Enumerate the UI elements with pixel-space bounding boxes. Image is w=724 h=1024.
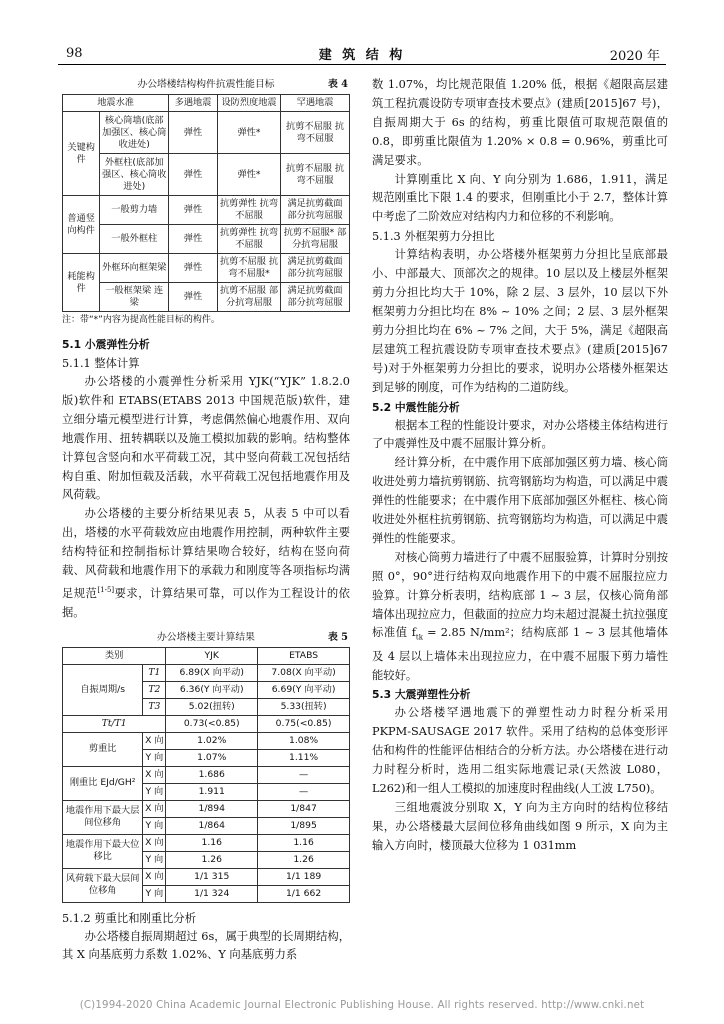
table4-title: 办公塔楼结构构件抗震性能目标 [137, 79, 275, 90]
member-cell: 核心筒墙(底部加强区、核心筒收进处) [100, 112, 169, 154]
table4-caption [62, 76, 350, 94]
table5-number: 表 5 [327, 631, 348, 643]
etabs-cell: 1/1 189 [258, 868, 350, 885]
frequent-cell: 弹性 [169, 112, 218, 154]
direction-cell: X 向 [143, 834, 166, 851]
direction-cell: Y 向 [143, 851, 166, 868]
table5-title: 办公塔楼主要计算结果 [157, 631, 255, 643]
yjk-cell: 0.73(<0.85) [166, 715, 258, 732]
subsection-heading: 5.1.3 外框架剪力分担比 [372, 230, 495, 244]
direction-cell: X 向 [143, 800, 166, 817]
paragraph: 数 1.07%，均比规范限值 1.20% 低，根据《超限高层建筑工程抗震设防专项审查技术要点》(建质[2015]67 号)，自振周期大于 6s 的结构，剪重比限值可取规范限值的 0.8，即剪重比限值为 1.20% × 0.8 = 0.96%，剪重比可满足要求。 [372, 78, 668, 167]
table-row [63, 766, 350, 783]
paragraph: 计算结构表明，办公塔楼外框架剪力分担比呈底部最小、中部最大、顶部次之的规律。10 层以及上楼层外框架剪力分担比均大于 10%，除 2 层、3 层外，10 层以下外框架剪力分担比均在 8% ~ 10% 之间；2 层、3 层外框架剪力分担比均在 6% ~ 7% 之间，大于 5%，满足《超限高层建筑工程抗震设防专项审查技术要点》(建质[2015]67 号)对于外框架剪力分担比的要求，说明办公塔楼外框架达到足够的刚度，可作为结构的二道防线。 [372, 248, 668, 394]
publication-year: 2020 年 [609, 49, 660, 64]
period-symbol: T1 [143, 664, 166, 681]
direction-cell: Y 向 [143, 885, 166, 902]
paragraph: 经计算分析，在中震作用下底部加强区剪力墙、核心筒收进处剪力墙抗剪钢筋、抗弯钢筋均为构造，可以满足中震弹性的性能要求；在中震作用下底部加强区外框柱、核心筒收进处外框柱抗剪钢筋、抗弯钢筋均为构造，可以满足中震弹性的性能要求。 [372, 456, 668, 545]
table-row [63, 732, 350, 749]
etabs-cell: — [258, 766, 350, 783]
right-column [372, 76, 668, 856]
yjk-cell: 1.02% [166, 732, 258, 749]
design-cell: 抗剪不屈服 部分抗弯屈服 [217, 283, 280, 312]
paragraph: 办公塔楼的小震弹性分析采用 YJK(“YJK” 1.8.2.0 版)软件和 ETABS(ETABS 2013 中国规范版)软件，建立细分墙元模型进行计算，考虑偶然偏心地震作用、双向地震作用、扭转耦联以及施工模拟加载的影响。结构整体计算包含竖向和水平荷载工况，其中竖向荷载工况包括结构自重、附加恒载及活载，水平荷载工况包括地震作用及风荷载。 [62, 375, 350, 502]
table4-note: 注：带“*”内容为提高性能目标的构件。 [62, 315, 220, 325]
table4 [62, 94, 350, 312]
section-heading: 5.3 大震弹塑性分析 [372, 688, 471, 702]
member-cell: 外框环向框架梁 [100, 254, 169, 283]
group-label: 普通竖向构件 [63, 196, 100, 254]
frequent-cell: 弹性 [169, 283, 218, 312]
subsection-heading: 5.1.1 整体计算 [62, 357, 140, 370]
metric-label: 地震作用下最大层间位移角 [63, 800, 143, 834]
metric-label: 地震作用下最大位移比 [63, 834, 143, 868]
design-cell: 弹性* [217, 112, 280, 154]
direction-cell: X 向 [143, 732, 166, 749]
yjk-cell: 1/894 [166, 800, 258, 817]
design-cell: 抗剪弹性 抗弯不屈服 [217, 196, 280, 225]
table-row [63, 868, 350, 885]
page-header [58, 42, 666, 64]
design-cell: 弹性* [217, 154, 280, 196]
citation: [1-5] [97, 585, 115, 594]
group-label: 关键构件 [63, 112, 100, 196]
table4-header: 多遇地震 [169, 95, 218, 112]
member-cell: 一般剪力墙 [100, 196, 169, 225]
yjk-cell: 1.26 [166, 851, 258, 868]
etabs-cell: 1.16 [258, 834, 350, 851]
direction-cell: Y 向 [143, 817, 166, 834]
table5-header: YJK [166, 647, 258, 664]
paragraph-text: 对核心筒剪力墙进行了中震不屈服验算，计算时分别按照 0°，90°进行结构双向地震作用下的中震不屈服拉应力验算。计算分析表明，结构底部 1 ~ 3 层，仅核心筒角部墙体出现拉应力，但截面的拉应力均未超过混凝土抗拉强度标准值 f [372, 550, 668, 640]
page-number: 98 [66, 46, 83, 61]
header-rule [58, 64, 666, 65]
paragraph: 根据本工程的性能设计要求，对办公塔楼主体结构进行了中震弹性及中震不屈服计算分析。 [372, 418, 668, 451]
period-symbol: T2 [143, 681, 166, 698]
group-label: 耗能构件 [63, 254, 100, 312]
section-heading: 5.1 小震弹性分析 [62, 338, 150, 351]
etabs-cell: 1.08% [258, 732, 350, 749]
table-row [63, 196, 350, 225]
period-symbol: T3 [143, 698, 166, 715]
paragraph: 办公塔楼罕遇地震下的弹塑性动力时程分析采用 PKPM-SAUSAGE 2017 软件。采用了结构的总体变形评估和构件的性能评估相结合的分析方法。办公塔楼在进行动力时程分析时，选用二组实际地震记录(天然波 L080，L262)和一组人工模拟的加速度时程曲线(人工波 L750)。 [372, 706, 668, 796]
member-cell: 一般框架梁 连梁 [100, 283, 169, 312]
direction-cell: X 向 [143, 868, 166, 885]
yjk-cell: 1.686 [166, 766, 258, 783]
frequent-cell: 弹性 [169, 225, 218, 254]
paragraph-text: 要求，计算结果可靠，可以作为工程设计的依据。 [62, 586, 350, 619]
table4-header: 设防烈度地震 [217, 95, 280, 112]
paragraph-text: = 2.85 N/mm²；结构底部 1 ~ 3 层其他墙体及 4 层以上墙体未出现拉应力，在中震不屈服下剪力墙性能较好。 [372, 626, 668, 682]
table5-header: 类别 [63, 647, 166, 664]
table-row [63, 715, 350, 732]
yjk-cell: 5.02(扭转) [166, 698, 258, 715]
yjk-cell: 1/1 324 [166, 885, 258, 902]
table4-number: 表 4 [327, 79, 348, 90]
paragraph: 办公塔楼自振周期超过 6s，属于典型的长周期结构，其 X 向基底剪力系数 1.02%、Y 向基底剪力系 [62, 929, 350, 962]
metric-label: 风荷载下最大层间位移角 [63, 868, 143, 902]
paragraph [372, 549, 668, 686]
copyright-footer: (C)1994-2020 China Academic Journal Electronic Publishing House. All rights reserved. http://www.cnki.net [79, 1000, 645, 1011]
member-cell: 外框柱(底部加强区、核心筒收进处) [100, 154, 169, 196]
table5-header: ETABS [258, 647, 350, 664]
paragraph-text: 办公塔楼的主要分析结果见表 5，从表 5 中可以看出，塔楼的水平荷载效应由地震作用控制，两种软件主要结构特征和控制指标计算结果吻合较好，结构在竖向荷载、风荷载和地震作用下的承载力和刚度等各项指标均满足规范 [62, 507, 350, 600]
table5 [62, 647, 350, 903]
etabs-cell: 5.33(扭转) [258, 698, 350, 715]
frequent-cell: 弹性 [169, 154, 218, 196]
rare-cell: 满足抗剪截面 部分抗弯屈服 [281, 196, 350, 225]
member-cell: 一般外框柱 [100, 225, 169, 254]
ratio-label: Tt/T1 [63, 715, 166, 732]
direction-cell: X 向 [143, 766, 166, 783]
table-row [63, 225, 350, 254]
paragraph: 计算刚重比 X 向、Y 向分别为 1.686，1.911，满足规范刚重比下限 1.4 的要求，但刚重比小于 2.7，整体计算中考虑了二阶效应对结构内力和位移的不利影响。 [372, 172, 668, 224]
table-row [63, 112, 350, 154]
yjk-cell: 6.89(X 向平动) [166, 664, 258, 681]
yjk-cell: 1.16 [166, 834, 258, 851]
etabs-cell: 1.11% [258, 749, 350, 766]
etabs-cell: 1.26 [258, 851, 350, 868]
etabs-cell: 1/1 662 [258, 885, 350, 902]
yjk-cell: 1/864 [166, 817, 258, 834]
etabs-cell: — [258, 783, 350, 800]
rare-cell: 抗剪不屈服 抗弯不屈服 [281, 112, 350, 154]
table4-header-row [63, 95, 350, 112]
table4-header: 地震水准 [63, 95, 169, 112]
rare-cell: 抗剪不屈服 抗弯不屈服 [281, 154, 350, 196]
etabs-cell: 7.08(X 向平动) [258, 664, 350, 681]
journal-title: 建 筑 结 构 [318, 48, 406, 63]
subscript: tk [415, 633, 423, 642]
metric-label: 剪重比 [63, 732, 143, 766]
design-cell: 抗剪不屈服 抗弯不屈服* [217, 254, 280, 283]
yjk-cell: 1/1 315 [166, 868, 258, 885]
left-column [62, 76, 350, 965]
table-row [63, 664, 350, 681]
frequent-cell: 弹性 [169, 196, 218, 225]
yjk-cell: 1.07% [166, 749, 258, 766]
direction-cell: Y 向 [143, 783, 166, 800]
table-row [63, 254, 350, 283]
yjk-cell: 6.36(Y 向平动) [166, 681, 258, 698]
rare-cell: 满足抗剪截面 部分抗弯屈服 [281, 254, 350, 283]
frequent-cell: 弹性 [169, 254, 218, 283]
subsection-heading: 5.1.2 剪重比和刚重比分析 [62, 911, 197, 925]
rare-cell: 抗剪不屈服* 部分抗弯屈服 [281, 225, 350, 254]
paragraph: 三组地震波分别取 X，Y 向为主方向时的结构位移结果，办公塔楼最大层间位移角曲线如图 9 所示，X 向为主输入方向时，楼顶最大位移为 1 031mm [372, 800, 668, 852]
yjk-cell: 1.911 [166, 783, 258, 800]
section-heading: 5.2 中震性能分析 [372, 400, 460, 414]
etabs-cell: 1/895 [258, 817, 350, 834]
period-label: 自振周期/s [63, 664, 143, 715]
etabs-cell: 0.75(<0.85) [258, 715, 350, 732]
table5-header-row [63, 647, 350, 664]
table4-header: 罕遇地震 [281, 95, 350, 112]
etabs-cell: 1/847 [258, 800, 350, 817]
table-row [63, 154, 350, 196]
table5-caption [62, 629, 350, 647]
paragraph [62, 505, 350, 622]
direction-cell: Y 向 [143, 749, 166, 766]
table-row [63, 800, 350, 817]
design-cell: 抗剪弹性 抗弯不屈服 [217, 225, 280, 254]
metric-label: 刚重比 EJd/GH² [63, 766, 143, 800]
table-row [63, 283, 350, 312]
table-row [63, 834, 350, 851]
etabs-cell: 6.69(Y 向平动) [258, 681, 350, 698]
rare-cell: 满足抗剪截面 部分抗弯屈服 [281, 283, 350, 312]
